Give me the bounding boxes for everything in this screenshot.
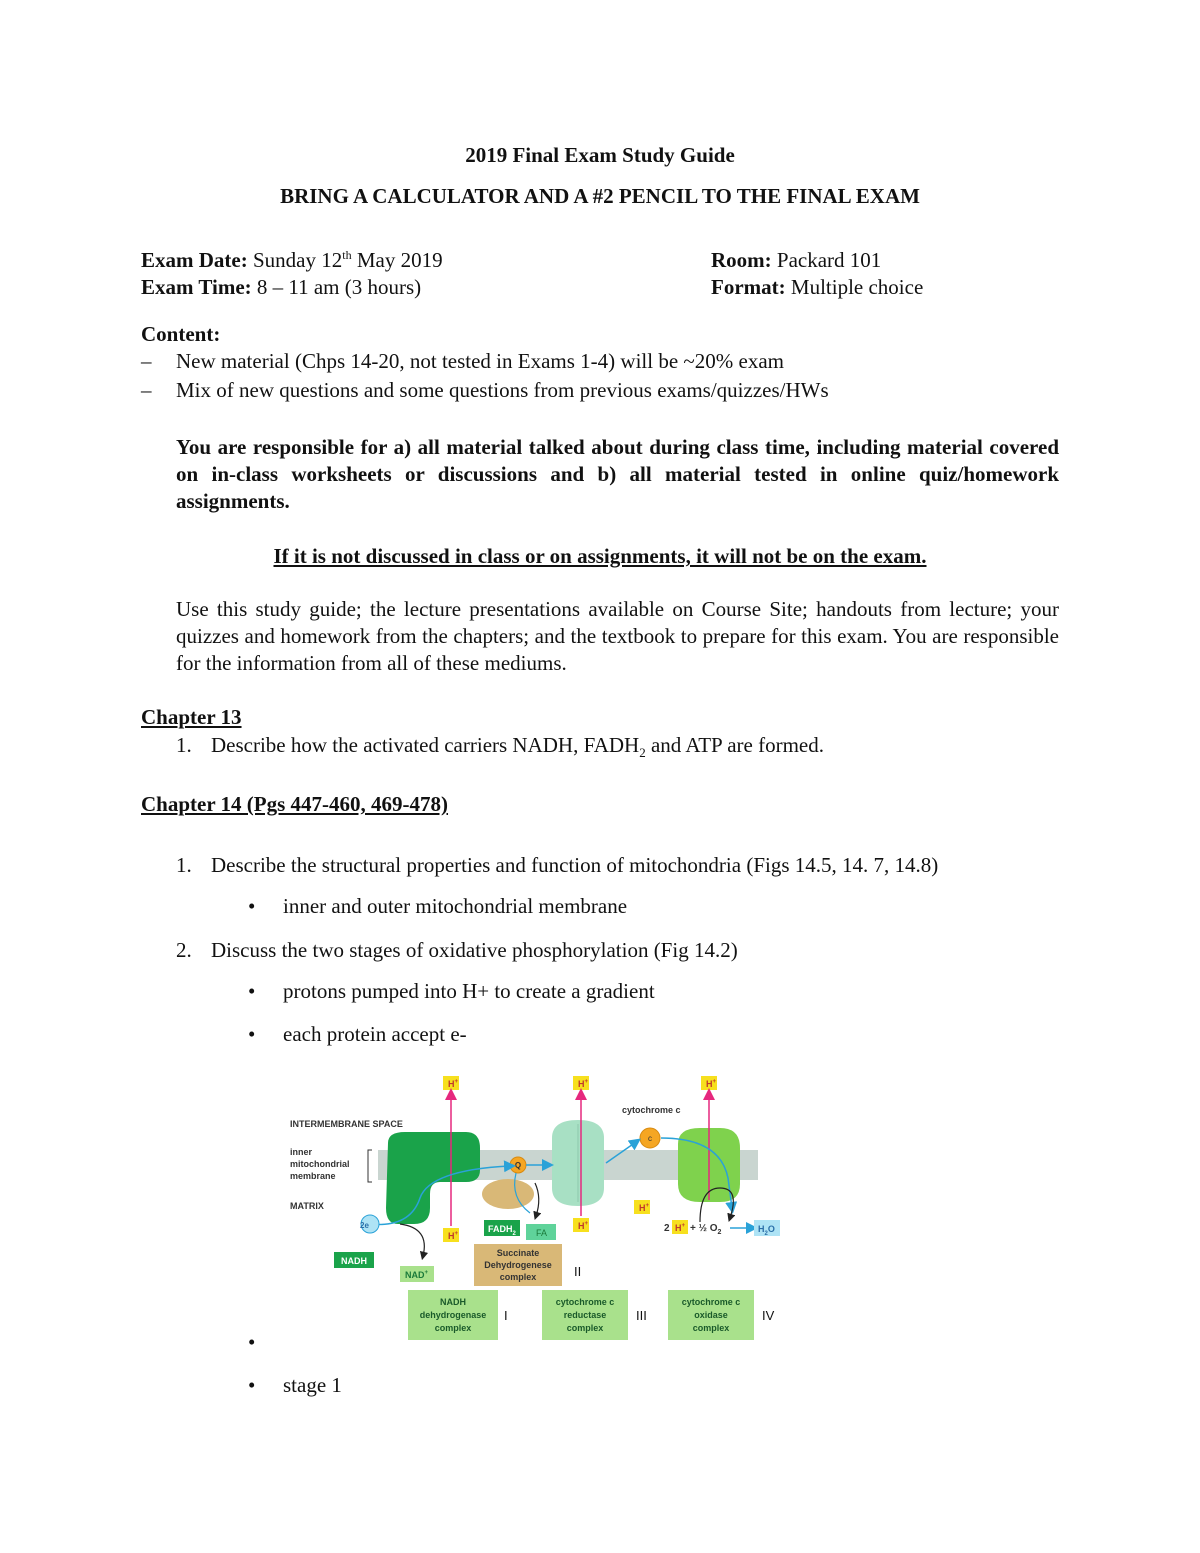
usage-paragraph: Use this study guide; the lecture presentations available on Course Site; handouts from lecture; your quizzes and homework from the chapters; and the textbook to prepare for this exam. You are responsible for the information from all of these mediums. [176, 597, 1059, 675]
intermembrane-space-label: INTERMEMBRANE SPACE [290, 1119, 403, 1129]
complex-iv-label: oxidase [694, 1310, 728, 1320]
list-number: 2. [176, 938, 192, 962]
bullet-text: inner and outer mitochondrial membrane [283, 894, 628, 918]
exam-time-label: Exam Time: [141, 275, 252, 299]
matrix-label: MATRIX [290, 1201, 324, 1211]
complex-iv-label: cytochrome c [681, 1297, 741, 1307]
complex-ii-shape [482, 1179, 534, 1209]
complex-i-label: complex [434, 1323, 472, 1333]
bullet-icon: • [248, 1373, 256, 1397]
water-label: $H_2O$ [758, 1224, 775, 1237]
exam-room-label: Room: [711, 248, 772, 272]
chapter-14-question: Discuss the two stages of oxidative phosphorylation (Fig 14.2) [211, 938, 738, 962]
complex-iii-numeral: III [636, 1308, 647, 1323]
oxygen-reaction-pre: 2 [664, 1223, 670, 1234]
complex-i-numeral: I [504, 1308, 508, 1323]
bullet-text: protons pumped into H+ to create a gradient [283, 979, 655, 1003]
bullet-text: each protein accept e- [283, 1022, 467, 1046]
bullet-icon: • [248, 979, 256, 1003]
complex-ii-numeral: II [574, 1264, 582, 1279]
complex-i-label: dehydrogenase [419, 1310, 487, 1320]
exam-date-label: Exam Date: [141, 248, 248, 272]
complex-iii-label: cytochrome c [555, 1297, 615, 1307]
content-dash: – [141, 378, 152, 402]
chapter-13-item: Describe how the activated carriers NADH, $FADH_2$ and ATP are formed. [211, 733, 824, 761]
membrane-label: inner [290, 1147, 313, 1157]
oxygen-label: + ½ $O_2$ [690, 1223, 722, 1236]
content-item: Mix of new questions and some questions from previous exams/quizzes/HWs [176, 378, 829, 402]
exam-format-value: Multiple choice [790, 275, 924, 299]
electron-transport-figure [280, 1058, 800, 1348]
h-plus-label: H+ [639, 1203, 650, 1213]
bullet-icon: • [248, 894, 256, 918]
h-plus-label: H+ [448, 1079, 459, 1089]
complex-i-label: NADH [440, 1297, 466, 1307]
list-number: 1. [176, 853, 192, 877]
fa-label: FA [536, 1228, 548, 1238]
nad-arrow [400, 1224, 424, 1256]
document-subtitle: BRING A CALCULATOR AND A #2 PENCIL TO THE FINAL EXAM [280, 184, 920, 208]
responsibility-statement: You are responsible for a) all material talked about during class time, including material covered on in-class worksheets or discussions and b) all material tested in online quiz/homework assignments. [176, 435, 1059, 513]
h-plus-label: H+ [448, 1231, 459, 1241]
content-heading: Content: [141, 322, 221, 346]
chapter-14-question: Describe the structural properties and function of mitochondria (Figs 14.5, 14. 7, 14.8) [211, 853, 939, 877]
complex-iii-label: reductase [563, 1310, 607, 1320]
chapter-14-heading: Chapter 14 (Pgs 447-460, 469-478) [141, 792, 449, 816]
exam-room [711, 248, 881, 273]
content-dash: – [141, 349, 152, 373]
exam-date [141, 248, 443, 273]
fadh2-arrow [535, 1183, 539, 1216]
complex-i-shape [386, 1132, 480, 1224]
chapter-13-heading: Chapter 13 [141, 705, 242, 729]
exam-date-value: Sunday 12th May 2019 [252, 248, 443, 272]
nadh-label: NADH [341, 1256, 367, 1266]
h-plus-label: H+ [578, 1221, 589, 1231]
membrane-label: membrane [290, 1171, 336, 1181]
h-plus-label: H+ [675, 1223, 686, 1233]
h-plus-label: H+ [706, 1079, 717, 1089]
exam-format [711, 275, 923, 300]
c-label: c [648, 1134, 652, 1143]
cytochrome-c-label: cytochrome c [622, 1105, 681, 1115]
complex-iv-numeral: IV [762, 1308, 775, 1323]
complex-ii-label: Succinate [496, 1248, 540, 1258]
electron-label: 2e [360, 1221, 369, 1230]
warning-statement: If it is not discussed in class or on assignments, it will not be on the exam. [273, 544, 927, 568]
membrane-label: mitochondrial [290, 1159, 350, 1169]
exam-time-value: 8 – 11 am (3 hours) [256, 275, 422, 299]
fadh2-label: $FADH_2$ [488, 1224, 516, 1237]
complex-iv-label: complex [692, 1323, 730, 1333]
content-item: New material (Chps 14-20, not tested in Exams 1-4) will be ~20% exam [176, 349, 784, 373]
exam-format-label: Format: [711, 275, 786, 299]
h-plus-label: H+ [578, 1079, 589, 1089]
document-title: 2019 Final Exam Study Guide [465, 143, 735, 167]
bullet-icon: • [248, 1330, 256, 1354]
list-number: 1. [176, 733, 192, 757]
exam-time [141, 275, 421, 300]
complex-ii-label: complex [499, 1272, 537, 1282]
bullet-text: stage 1 [283, 1373, 342, 1397]
membrane-bracket [368, 1150, 372, 1182]
complex-iii-label: complex [566, 1323, 604, 1333]
complex-ii-label: Dehydrogenese [484, 1260, 552, 1270]
bullet-icon: • [248, 1022, 256, 1046]
exam-room-value: Packard 101 [776, 248, 882, 272]
q-label: Q [514, 1161, 522, 1170]
nad-label: NAD+ [405, 1270, 429, 1280]
